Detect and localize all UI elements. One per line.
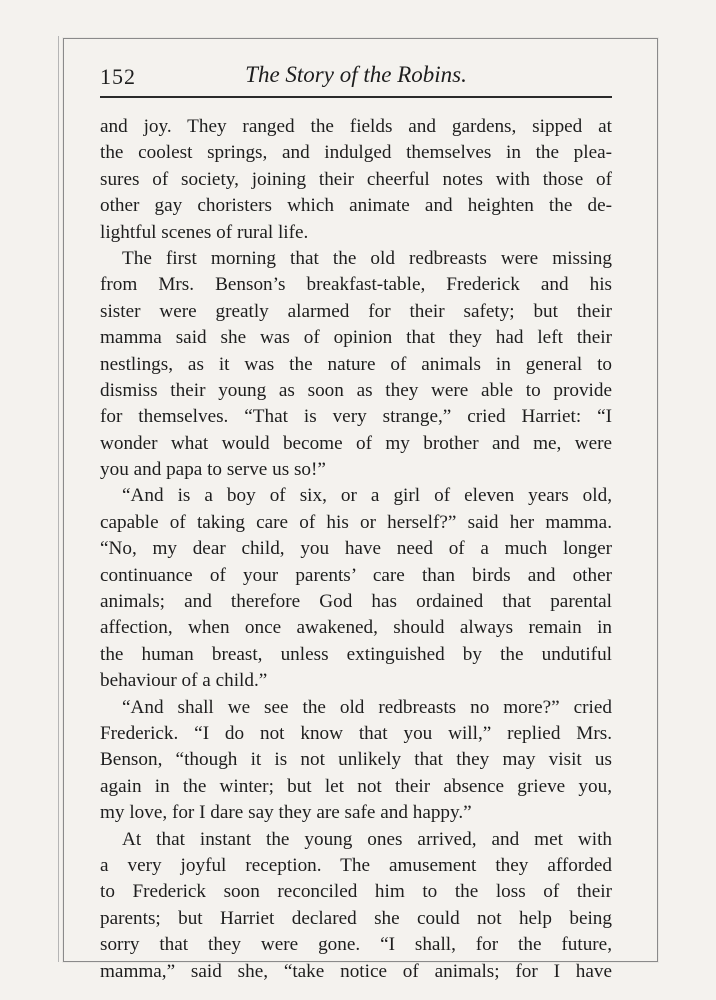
text-line: parents; but Harriet declared she could not help being xyxy=(100,907,612,929)
body-text xyxy=(100,114,612,985)
text-line: behaviour of a child.” xyxy=(100,670,268,692)
text-line: sorry that they were gone. “I shall, for the future, xyxy=(100,934,612,956)
text-line: The first morning that the old redbreasts were missing xyxy=(122,247,612,269)
text-line: nestlings, as it was the nature of animals in general to xyxy=(100,353,612,375)
page-border-left xyxy=(58,36,59,962)
text-line: “And is a boy of six, or a girl of eleven years old, xyxy=(122,485,612,507)
text-line: At that instant the young ones arrived, and met with xyxy=(122,828,612,850)
text-line: a very joyful reception. The amusement they afforded xyxy=(100,854,612,876)
text-line: wonder what would become of my brother and me, were xyxy=(100,432,612,454)
text-line: you and papa to serve us so!” xyxy=(100,459,326,481)
text-line: my love, for I dare say they are safe and happy.” xyxy=(100,802,472,824)
page-number: 152 xyxy=(100,64,136,89)
text-line: lightful scenes of rural life. xyxy=(100,221,309,243)
text-line: again in the winter; but let not their absence grieve you, xyxy=(100,775,612,797)
text-line: sures of society, joining their cheerful notes with those of xyxy=(100,168,612,190)
text-line: capable of taking care of his or herself?” said her mamma. xyxy=(100,511,612,533)
text-line: mamma,” said she, “take notice of animals; for I have xyxy=(100,960,612,982)
header-rule xyxy=(100,96,612,98)
text-line: Benson, “though it is not unlikely that they may visit us xyxy=(100,749,612,771)
text-line: Frederick. “I do not know that you will,” replied Mrs. xyxy=(100,722,612,744)
text-line: dismiss their young as soon as they were able to provide xyxy=(100,379,612,401)
text-line: mamma said she was of opinion that they had left their xyxy=(100,327,612,349)
page-header xyxy=(100,58,612,88)
text-line: continuance of your parents’ care than birds and other xyxy=(100,564,612,586)
text-line: “No, my dear child, you have need of a much longer xyxy=(100,538,612,560)
text-line: and joy. They ranged the fields and gardens, sipped at xyxy=(100,116,612,137)
running-title: The Story of the Robins. xyxy=(245,62,467,87)
text-line: the coolest springs, and indulged themselves in the plea- xyxy=(100,142,612,164)
text-line: from Mrs. Benson’s breakfast-table, Frederick and his xyxy=(100,274,612,296)
text-line: for themselves. “That is very strange,” cried Harriet: “I xyxy=(100,406,612,428)
text-line: to Frederick soon reconciled him to the loss of their xyxy=(100,881,612,903)
text-line: sister were greatly alarmed for their safety; but their xyxy=(100,300,612,322)
text-line: “And shall we see the old redbreasts no more?” cried xyxy=(122,696,612,718)
text-line: the human breast, unless extinguished by the undutiful xyxy=(100,643,612,665)
text-line: animals; and therefore God has ordained that parental xyxy=(100,591,612,613)
text-line: affection, when once awakened, should always remain in xyxy=(100,617,612,639)
text-line: other gay choristers which animate and heighten the de- xyxy=(100,195,612,217)
